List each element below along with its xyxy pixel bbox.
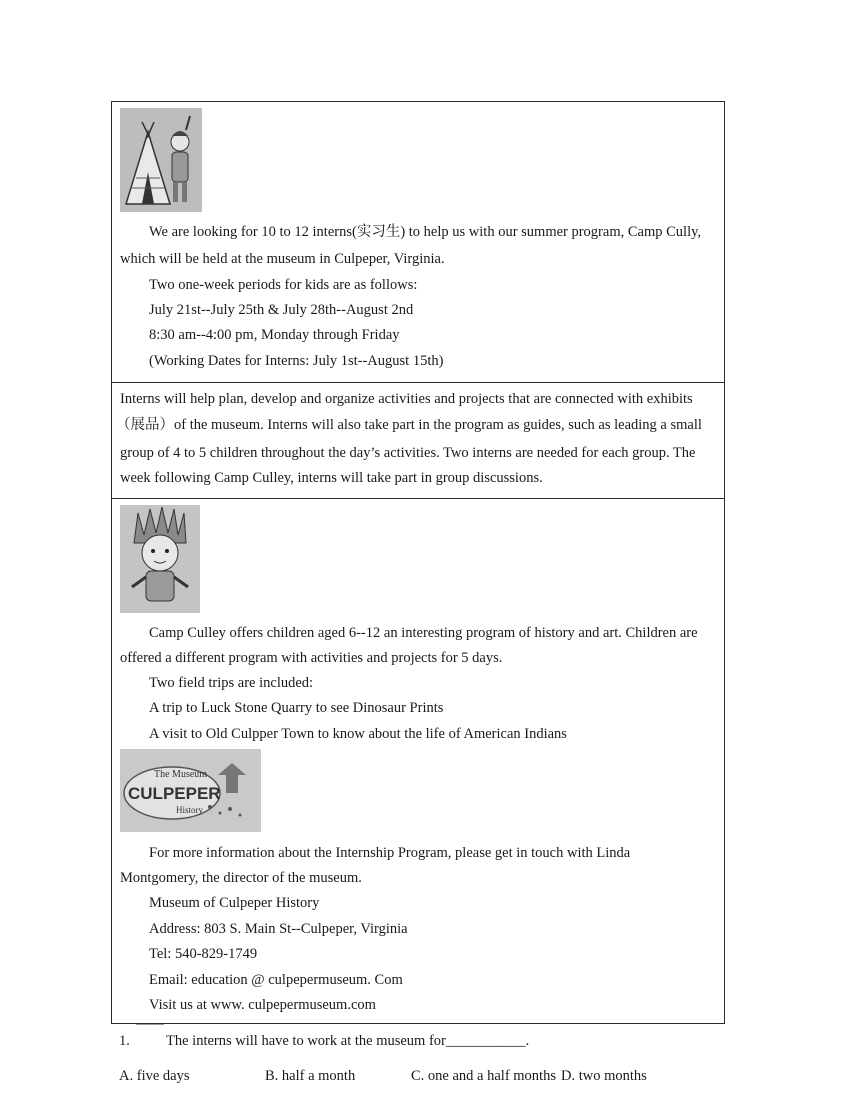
museum-phone: Tel: 540-829-1749	[149, 946, 258, 962]
intro-line-2: which will be held at the museum in Culpeper, Virginia.	[120, 251, 445, 267]
offer-line-2: offered a different program with activities and projects for 5 days.	[120, 650, 503, 666]
trip-1: A trip to Luck Stone Quarry to see Dinosaur Prints	[149, 700, 444, 716]
museum-website: Visit us at www. culpepermuseum.com	[149, 997, 376, 1013]
duties-line-1: Interns will help plan, develop and organize activities and projects that are connected with exhibits	[120, 391, 693, 407]
trip-2: A visit to Old Culpper Town to know about the life of American Indians	[149, 726, 567, 742]
offer-line-1: Camp Culley offers children aged 6--12 an interesting program of history and art. Children are	[149, 625, 698, 641]
option-b-letter: B.	[265, 1068, 279, 1084]
option-d-text: two months	[578, 1068, 647, 1084]
logo-word-culpeper: CULPEPER	[128, 784, 221, 803]
option-c-letter: C.	[411, 1068, 425, 1084]
duties-line-3: group of 4 to 5 children throughout the day’s activities. Two interns are needed for each group. The	[120, 445, 696, 461]
option-b[interactable]	[265, 1069, 355, 1084]
program-hours: 8:30 am--4:00 pm, Monday through Friday	[149, 327, 400, 343]
periods-intro: Two one-week periods for kids are as follows:	[149, 277, 418, 293]
museum-name: Museum of Culpeper History	[149, 895, 320, 911]
option-a[interactable]	[119, 1069, 189, 1084]
child-headdress-illustration	[120, 505, 200, 613]
option-a-text: five days	[136, 1068, 190, 1084]
notice-frame	[111, 101, 725, 1024]
program-dates: July 21st--July 25th & July 28th--August 2nd	[149, 302, 414, 318]
option-d[interactable]	[561, 1069, 647, 1084]
intern-working-dates: (Working Dates for Interns: July 1st--August 15th)	[149, 353, 444, 369]
duties-line-2: （展品）of the museum. Interns will also take part in the program as guides, such as leading a small	[116, 417, 702, 433]
question-text: The interns will have to work at the museum for___________.	[166, 1033, 530, 1049]
duties-line-4: week following Camp Culley, interns will take part in group discussions.	[120, 470, 543, 486]
museum-email: Email: education @ culpepermuseum. Com	[149, 972, 403, 988]
option-b-text: half a month	[281, 1068, 356, 1084]
section-program-intro	[112, 102, 724, 383]
option-c[interactable]	[411, 1069, 556, 1084]
option-a-letter: A.	[119, 1068, 134, 1084]
option-c-text: one and a half months	[427, 1068, 556, 1084]
section-intern-duties	[112, 383, 724, 499]
divider	[136, 1024, 164, 1025]
trips-intro: Two field trips are included:	[149, 675, 314, 691]
intro-line-1: We are looking for 10 to 12 interns(实习生) to help us with our summer program, Camp Cully,	[149, 224, 702, 240]
option-d-letter: D.	[561, 1068, 576, 1084]
logo-word-history: History	[176, 805, 203, 815]
logo-word-museum: The Museum	[154, 769, 208, 780]
teepee-illustration	[120, 108, 202, 212]
museum-address: Address: 803 S. Main St--Culpeper, Virginia	[149, 921, 408, 937]
museum-logo	[120, 749, 261, 832]
contact-line-1: For more information about the Internship Program, please get in touch with Linda	[149, 845, 631, 861]
question-number: 1.	[119, 1033, 130, 1049]
contact-line-2: Montgomery, the director of the museum.	[120, 870, 362, 886]
section-camp-details	[112, 499, 724, 1023]
